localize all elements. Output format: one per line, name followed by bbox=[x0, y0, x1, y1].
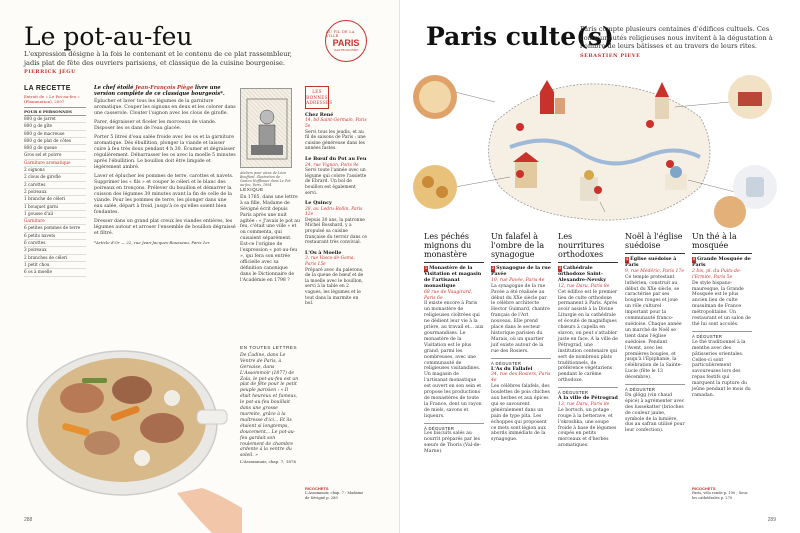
ricochets-text: L'Assommoir, chap. 7 : Madame de Sévigné p. 289 bbox=[305, 491, 364, 500]
page-number-left: 288 bbox=[24, 517, 33, 523]
ricochets-box-right bbox=[692, 487, 752, 500]
restaurant-name: Chez René bbox=[305, 111, 334, 118]
pot-au-feu-photo bbox=[22, 318, 242, 533]
taste-label: À DÉGUSTER bbox=[558, 387, 618, 396]
ingredient-item: 800 g de plat de côtes bbox=[24, 138, 86, 145]
taste-label: À DÉGUSTER bbox=[491, 358, 551, 367]
place-name bbox=[558, 266, 618, 284]
place-number: 1 bbox=[425, 266, 428, 270]
place-address: 10, rue Pavée, Paris 4e bbox=[491, 277, 545, 283]
ingredient-item: Gros sel et poivre bbox=[24, 152, 86, 159]
place-description: Ce temple protestant luthérien, construit au début du XXe siècle, se caractérise par ses bougies rouges et joue un rôle culturel important pour la communauté franco-suédoise. Chaque année un marché de Noël se tient dans l'église suédoise. Pendant l'Avent, avec les premières bougies, et jusqu'à l'Épiphanie, la célébration de la Sainte-Lucie (fête le 13 décembre). bbox=[625, 274, 683, 381]
restaurant-description: Préparé avec du palerons, de la queue de bœuf et de la moelle avec le bouillon, servi à la table en 2 vagues, les légumes et le tout dans la marmite en bol. bbox=[305, 267, 364, 307]
recipe-box bbox=[24, 85, 86, 277]
ingredient-item: 2 carottes bbox=[24, 182, 86, 189]
taste-label: À DÉGUSTER bbox=[692, 331, 752, 340]
right-page bbox=[400, 0, 800, 533]
illustration-caption: Ateliers pour aïeux de Léon Bouffard, illustration de Gaston Hoffbauer dans Le Pot-au-feu, Paris, 1894 bbox=[240, 171, 292, 187]
ingredient-item: 1 gousse d'ail bbox=[24, 211, 86, 218]
ingredient-item: 2 oignons bbox=[24, 167, 86, 174]
taste-label: À DÉGUSTER bbox=[424, 423, 484, 432]
restaurant-address: 3, rue Vasco-de-Gama, Paris 15e bbox=[305, 256, 355, 268]
place-description: De style hispano-mauresque, la Grande Mosquée est le plus ancien lieu de culte musulman de France métropolitaine. Un restaurant et un salon de thé lui sont accolés. bbox=[692, 280, 751, 327]
eatery-name: À la ville de Pétrograd bbox=[558, 395, 618, 402]
restaurant-description: Servi tous les jeudis, et au fil de saisons de Paris : une cuisine généreuse dans les années fastes. bbox=[305, 129, 366, 152]
ingredient-item: 3 poireaux bbox=[24, 247, 86, 254]
column-title: Les péchés mignons du monastère bbox=[424, 232, 484, 263]
badge-top: AU FIL DE LA VILLE bbox=[326, 30, 355, 38]
step-paragraph: Dresser dans un grand plat creux les viandes entières, les légumes autour et arroser l'ensemble de bouillon dégraissé et filtré. bbox=[94, 219, 236, 236]
ingredient-item: 6 carottes bbox=[24, 240, 86, 247]
taste-label: À DÉGUSTER bbox=[625, 384, 685, 393]
address-entry bbox=[305, 201, 367, 246]
ingredient-item: 1 bouquet garni bbox=[24, 204, 86, 211]
place-number: 2 bbox=[492, 266, 495, 270]
footnote: *Article d'Or — 22, rue Jean-Jacques-Rousseau, Paris 1er bbox=[94, 240, 210, 245]
ingredient-item: Garniture bbox=[24, 218, 86, 225]
letters-cite: L'Assommoir, chap. 7, 1876 bbox=[240, 459, 297, 465]
recipe-title: LA RECETTE bbox=[24, 85, 71, 92]
ricochets-box bbox=[305, 487, 367, 500]
eatery-address: 34, rue des Rosiers, Paris 4e bbox=[491, 372, 551, 384]
recipe-source: Extrait de « Le Pot-au-feu » (Flammarion), 2007 bbox=[24, 94, 80, 104]
intro-text: L'expression désigne à la fois le contenant et le contenu de ce plat rassembleur, jadis plat de fête des ouvriers parisiens, et classique de la cuisine bourgeoise. bbox=[24, 50, 292, 67]
worship-column bbox=[625, 232, 685, 436]
place-name bbox=[491, 266, 551, 278]
taste-text: Du glögg (vin chaud épicé) à agrémenter avec des lussekatter (brioches de couleur jaune, symbole de la lumière, dus au safran utilisé pour leur confection). bbox=[625, 392, 685, 434]
place-number: 3 bbox=[559, 266, 562, 270]
step-paragraph: Éplucher et laver tous les légumes de la garniture aromatique. Couper les oignons en deux et les colorer dans une casserole. Clouter l'oignon avec les clous de girofle. bbox=[94, 99, 236, 116]
lexique-section bbox=[240, 188, 300, 284]
restaurant-address: 24, rue Vignon, Paris 9e bbox=[305, 162, 359, 168]
taste-text: Les biscuits salés au nourrit préparés par les sœurs de Thoris (Val-de-Marne). bbox=[424, 431, 481, 455]
restaurant-description: Servi toute l'année avec un légume qui colore l'assiette de Ebrard. Un bol de bouillon est également servi. bbox=[305, 168, 367, 196]
chef-name: Jean-François Piège bbox=[135, 85, 194, 91]
place-name-text: Église suédoise à Paris bbox=[625, 256, 677, 268]
chef-lead-a: Le chef étoilé bbox=[94, 85, 134, 91]
taste-text: Les célèbres falafels, des boulettes de pois chiches aux herbes et aux épices qui se savourent généralement dans un pain de type pita. Les échoppes qui proposent ce mets sont légion aux abords immédiats de la synagogue. bbox=[491, 384, 550, 443]
ingredient-item: 1 petit chou bbox=[24, 262, 86, 269]
addresses-header: LES BONNES ADRESSES bbox=[305, 86, 329, 109]
paris-map-illustration bbox=[400, 62, 800, 232]
restaurant-name: L'Os à Moelle bbox=[305, 249, 342, 256]
eatery-name: L'As du Fallafel bbox=[491, 365, 533, 372]
step-paragraph: Laver et éplucher les pommes de terre, carottes et navets. Supprimer les « fils » et couper le céleri et le blanc des poireaux en tronçons. Prélever du bouillon et démarrer la cuisson des légumes 30 minutes avant la fin de celle de la viande. Pour les pommes de terre, les plonger dans une eau salée, départ à froid, jusqu'à ce qu'elles soient bien fondantes. bbox=[94, 174, 234, 215]
taste-text: Le bortsch, un potage rouge à la betterave, et l'okroshka, une soupe froide à base de légumes coupés en petits morceaux et d'herbes aromatiques. bbox=[558, 407, 617, 449]
worship-column bbox=[558, 232, 618, 451]
ricochets-title: RICOCHETS bbox=[305, 486, 329, 491]
page-title: Le pot-au-feu bbox=[24, 22, 193, 51]
chef-lead-b: livre une version complète de ce classique bourgeois*. bbox=[94, 85, 225, 97]
place-description: Cet édifice est le premier lieu de culte orthodoxe permanent à Paris. Après avoir assisté à la Divine Liturgie en la cathédrale et écouté de magnifiques chœurs à capella en slavon, on peut s'attabler juste en face. À la ville de Pétrograd, une institution centenaire qui sert de nombreux plats traditionnels, de préférence végétariens pendant le carême orthodoxe. bbox=[558, 289, 618, 384]
lexique-title: LEXIQUE bbox=[240, 188, 264, 193]
badge-bottom: GASTRONOMIE bbox=[333, 48, 359, 52]
author: PIERRICK JÉGU bbox=[24, 69, 76, 75]
restaurant-address: 28, av. Ledru-Rollin, Paris 12e bbox=[305, 206, 363, 218]
place-address: 12, rue Daru, Paris 8e bbox=[558, 283, 610, 289]
ingredient-item: 1 branche de céleri bbox=[24, 196, 86, 203]
address-entry bbox=[305, 113, 367, 152]
column-title: Noël à l'église suédoise bbox=[625, 232, 685, 254]
address-entry bbox=[305, 251, 367, 307]
lexique-text: En 1765, dans une lettre à sa fille, Madame de Sévigné écrit depuis Paris après une nuit agitée : « J'avais le pot au feu, c'était une ville » et on commenta, qui cuisaient séparément. Est-ce l'origine de l'expression « pot-au-feu », qui fera son entrée officielle avec sa définition canonique dans le Dictionnaire de l'Académie en 1798 ? bbox=[240, 194, 300, 283]
place-address: 68 rue de Vaugirard, Paris 6e bbox=[424, 289, 473, 301]
step-paragraph: Porter 5 litres d'eau salée froide avec les os et la garniture aromatique. Dès ébullition, plonger la viande et laisser cuire à feu très doux pendant 4 h 30. Écumer et dégraisser régulièrement. Débarrasser les os avec la moelle 5 minutes après l'ébullition. Le bouillon doit être limpide et légèrement ambré. bbox=[94, 135, 236, 170]
place-description: La synagogue de la rue Pavée a été réalisée au début du XXe siècle par le célèbre architecte Hector Guimard, chantre français de l'Art nouveau. Elle prend place dans le secteur historique parisien du Marais, où un quartier juif existe autour de la rue des Rosiers. bbox=[491, 283, 550, 354]
place-name-text: Cathédrale orthodoxe Saint-Alexandre-Nevsky bbox=[558, 265, 607, 283]
ingredient-item: 800 g de queue bbox=[24, 145, 86, 152]
worship-column bbox=[491, 232, 551, 445]
place-name-text: Synagogue de la rue Pavée bbox=[491, 265, 551, 277]
engraving-illustration bbox=[240, 88, 292, 168]
ingredient-item: 6 petits navets bbox=[24, 233, 86, 240]
worship-column bbox=[692, 232, 752, 401]
place-name bbox=[692, 257, 752, 269]
place-number: 4 bbox=[626, 257, 629, 261]
ingredient-item: 2 poireaux bbox=[24, 189, 86, 196]
ingredient-item: 2 branches de céleri bbox=[24, 255, 86, 262]
restaurant-name: Le Bœuf du Pot au Feu bbox=[305, 155, 367, 162]
ingredient-item: Garniture aromatique bbox=[24, 160, 86, 167]
ingredient-item: 800 g de macreuse bbox=[24, 131, 86, 138]
ingredient-item: 6 petites pommes de terre bbox=[24, 225, 86, 232]
place-name-text: Monastère de la Visitation et magasin de l'artisanat monastique bbox=[424, 265, 482, 289]
recipe-servings: POUR 6 PERSONNES bbox=[24, 107, 86, 116]
step-paragraph: Parer, dégraisser et ficeler les morceaux de viande. Disposer les os dans de l'eau glacée. bbox=[94, 120, 217, 131]
column-title: Un thé à la mosquée bbox=[692, 232, 752, 254]
place-description: Il existe encore à Paris un monastère de religieuses cloîtrées qui ne dédient leur vie à la prière, au travail et... aux gourmandises. Le monastère de la Visitation est le plus grand, parmi les nombreuses, avec une communauté de religieuses visitandines. Un magasin de l'artisanat monastique est ouvert en son sein et propose les productions de monastères de toute la France, dont un rayon de miels, savons et liqueurs. bbox=[424, 301, 484, 419]
ricochets-text-right: Paris, vélo ronde p. 190 ; Sous les cathédrales p. 270 bbox=[692, 491, 748, 500]
column-title: Un falafel à l'ombre de la synagogue bbox=[491, 232, 551, 263]
ingredient-item: 800 g de gîte bbox=[24, 123, 86, 130]
intro-text-right: Paris compte plusieurs centaines d'édifices cultuels. Ces communautés religieuses nous invitent à la dégustation à l'ombre de leurs bâtisses et au travers de leurs rites. bbox=[580, 25, 773, 50]
author-right: SÉBASTIEN PIEVE bbox=[580, 53, 641, 59]
chef-column bbox=[94, 85, 236, 249]
address-entry bbox=[305, 157, 367, 196]
eatery-address: 13, rue Daru, Paris 8e bbox=[558, 401, 610, 407]
letters-title: EN TOUTES LETTRES bbox=[240, 346, 298, 351]
restaurant-address: 14, bd Saint-Germain, Paris 5e bbox=[305, 118, 367, 129]
worship-column bbox=[424, 232, 484, 457]
page-title-right: Paris culte(s) bbox=[426, 22, 614, 51]
ingredient-list bbox=[24, 116, 86, 277]
chef-lead bbox=[94, 85, 236, 97]
restaurant-name: Le Quincy bbox=[305, 200, 332, 207]
badge-main: PARIS bbox=[332, 38, 360, 48]
place-name bbox=[424, 266, 484, 290]
place-name-text: Grande Mosquée de Paris bbox=[692, 256, 751, 268]
ingredient-item: 800 g de jarret bbox=[24, 116, 86, 123]
letters-section bbox=[240, 346, 300, 465]
letters-text: De Cadine, dans Le Ventre de Paris, à Gervaise, dans L'Assommoir (1877) de Zola, le pot-au-feu est un plat de fête pour le petit peuple parisien : « Il était heureux et fumeux, le pot-au-feu bouillait dans une grosse marmite, grâce à la maîtresse d'ici... Et ils étaient si longtemps, doucement... Le pot-au-feu gardait son roulement de chambre ardente à la ventre du soleil. » bbox=[240, 352, 299, 459]
place-number: 5 bbox=[693, 257, 696, 261]
column-title: Les nourritures orthodoxes bbox=[558, 232, 618, 263]
ingredient-item: 6 os à moelle bbox=[24, 269, 86, 276]
page-number-right: 289 bbox=[767, 517, 776, 523]
paris-badge bbox=[325, 20, 367, 62]
place-name bbox=[625, 257, 685, 269]
place-address: 2 bis, pl. du Puits-de-l'Ermite, Paris 5e bbox=[692, 268, 742, 280]
ingredient-item: 2 clous de girofle bbox=[24, 174, 86, 181]
taste-text: Le thé traditionnel à la menthe avec des pâtisseries orientales. Celles-ci sont particulièrement savoureuses lors des repas festifs qui marquent la rupture du jeûne pendant le mois du ramadan. bbox=[692, 339, 751, 398]
ricochets-title-right: RICOCHETS bbox=[692, 486, 716, 491]
swedish-church-icon bbox=[655, 82, 669, 119]
addresses-column bbox=[305, 86, 367, 312]
restaurant-description: Depuis 30 ans, la patronne Michel Bosshard, y a propulsé sa cuisine française du terroir dans ce restaurant très convivial. bbox=[305, 217, 367, 246]
place-address: 9, rue Médéric, Paris 17e bbox=[625, 268, 685, 274]
